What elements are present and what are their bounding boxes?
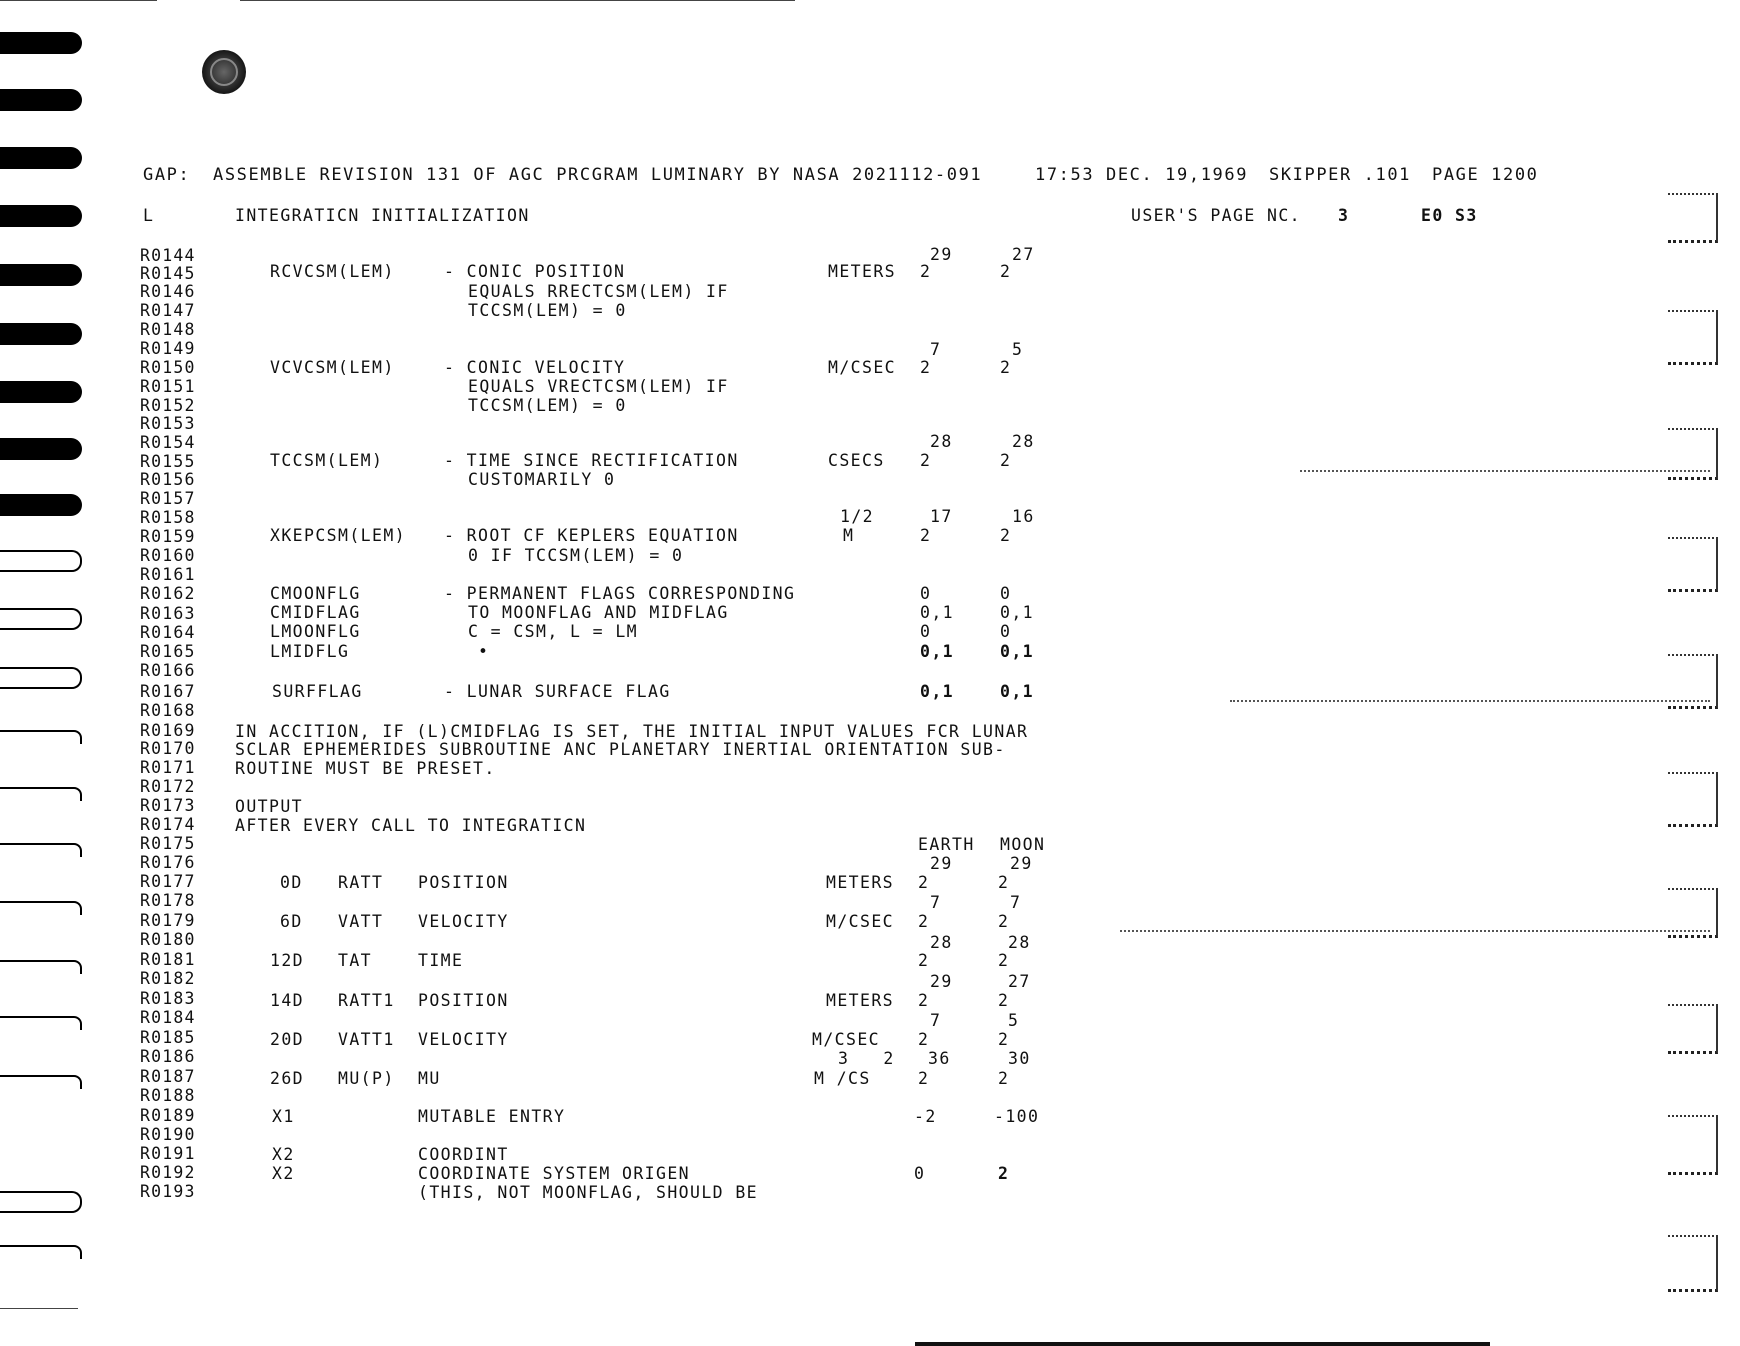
scan-artifact-icon: [1668, 1115, 1718, 1175]
moon-scale-base: 2: [998, 951, 1010, 970]
sprocket-hole: [0, 901, 82, 915]
sprocket-hole: [0, 264, 82, 286]
earth-scale-base: 2: [918, 873, 930, 892]
sprocket-hole: [0, 494, 82, 516]
output-description: POSITION: [418, 991, 509, 1010]
sprocket-hole: [0, 32, 82, 54]
flag-name: LMIDFLG: [270, 642, 350, 661]
output-offset: 0D: [280, 873, 303, 892]
entry-earth-value: -2: [914, 1107, 937, 1126]
line-number: R0165: [140, 642, 196, 661]
scan-edge-line: [0, 1308, 78, 1309]
column-header-moon: MOON: [1000, 835, 1046, 854]
section-title: INTEGRATICN INITIALIZATION: [235, 206, 530, 225]
output-description: POSITION: [418, 873, 509, 892]
sprocket-hole: [0, 608, 82, 630]
output-description: VELOCITY: [418, 912, 509, 931]
flag-description: - LUNAR SURFACE FLAG: [444, 682, 671, 701]
line-number: R0192: [140, 1163, 196, 1182]
output-units-exponent: 3 2: [838, 1049, 895, 1068]
line-number: R0144: [140, 246, 196, 265]
variable-units: M/CSEC: [828, 358, 897, 377]
scan-artifact-icon: [1668, 310, 1718, 365]
exponent: 16: [1012, 507, 1035, 526]
line-number: R0186: [140, 1047, 196, 1066]
scan-artifact-icon: [1668, 1235, 1718, 1292]
output-units: M /CS: [814, 1069, 871, 1088]
output-offset: 12D: [270, 951, 305, 970]
flag-name: CMIDFLAG: [270, 603, 361, 622]
earth-scale-base: 2: [920, 262, 932, 281]
output-units: METERS: [826, 873, 895, 892]
output-symbol: MU(P): [338, 1069, 395, 1088]
sprocket-hole: [0, 323, 82, 345]
sprocket-hole: [0, 550, 82, 572]
sprocket-hole: [0, 1075, 82, 1089]
line-number: R0188: [140, 1086, 196, 1105]
output-units: M/CSEC: [812, 1030, 881, 1049]
variable-name: VCVCSM(LEM): [270, 358, 395, 377]
entry-name: X2: [272, 1145, 295, 1164]
sprocket-hole: [0, 1016, 82, 1030]
variable-description: TCCSM(LEM) = 0: [468, 396, 627, 415]
line-number: R0170: [140, 739, 196, 758]
line-number: R0178: [140, 891, 196, 910]
moon-scale-base: 2: [1000, 262, 1012, 281]
exponent: 29: [930, 245, 953, 264]
scan-noise: [1120, 930, 1710, 934]
output-units: M/CSEC: [826, 912, 895, 931]
moon-scale-base: 2: [998, 912, 1010, 931]
line-number: R0148: [140, 320, 196, 339]
flag-moon-value: 0,1: [1000, 642, 1035, 661]
earth-scale-base: 2: [918, 951, 930, 970]
line-number: R0183: [140, 989, 196, 1008]
user-page-label: USER'S PAGE NC.: [1131, 206, 1302, 225]
earth-scale-base: 2: [920, 451, 932, 470]
earth-scale-base: 2: [918, 1030, 930, 1049]
scan-artifact-icon: [1668, 193, 1718, 243]
moon-scale-base: 2: [1000, 358, 1012, 377]
line-number: R0151: [140, 377, 196, 396]
exponent: 5: [1012, 340, 1024, 359]
header-skipper: SKIPPER .101: [1269, 165, 1412, 185]
output-heading: OUTPUT: [235, 797, 304, 816]
scan-artifact-icon: [1668, 1004, 1718, 1054]
exponent: 29: [930, 854, 953, 873]
exponent: 17: [930, 507, 953, 526]
exponent: 5: [1008, 1011, 1020, 1030]
note-line: SCLAR EPHEMERIDES SUBROUTINE ANC PLANETARY INERTIAL ORIENTATION SUB-: [235, 740, 1006, 759]
note-line: IN ACCITION, IF (L)CMIDFLAG IS SET, THE INITIAL INPUT VALUES FCR LUNAR: [235, 722, 1029, 741]
output-offset: 26D: [270, 1069, 305, 1088]
sprocket-hole: [0, 667, 82, 689]
scan-edge-line: [0, 0, 157, 1]
line-number: R0158: [140, 508, 196, 527]
flag-name: SURFFLAG: [272, 682, 363, 701]
column-marker: L: [143, 206, 155, 225]
variable-units: M: [843, 526, 855, 545]
moon-scale-base: 2: [1000, 451, 1012, 470]
line-number: R0163: [140, 604, 196, 623]
line-number: R0149: [140, 339, 196, 358]
output-symbol: RATT1: [338, 991, 395, 1010]
exponent: 28: [1012, 432, 1035, 451]
line-number: R0164: [140, 623, 196, 642]
line-number: R0152: [140, 396, 196, 415]
output-subheading: AFTER EVERY CALL TO INTEGRATICN: [235, 816, 587, 835]
exponent: 27: [1012, 245, 1035, 264]
line-number: R0166: [140, 661, 196, 680]
sprocket-hole: [0, 438, 82, 460]
sprocket-hole: [0, 960, 82, 974]
variable-description: - ROOT CF KEPLERS EQUATION: [444, 526, 739, 545]
flag-moon-value: 0: [1000, 584, 1012, 603]
entry-name: X1: [272, 1107, 295, 1126]
moon-scale-base: 2: [998, 991, 1010, 1010]
moon-scale-base: 2: [1000, 526, 1012, 545]
variable-units: METERS: [828, 262, 897, 281]
exponent: 29: [1010, 854, 1033, 873]
line-number: R0172: [140, 777, 196, 796]
line-number: R0185: [140, 1028, 196, 1047]
output-symbol: VATT1: [338, 1030, 395, 1049]
user-page-number: 3: [1338, 206, 1350, 225]
flag-earth-value: 0: [920, 622, 932, 641]
sprocket-hole: [0, 1191, 82, 1213]
exponent: 7: [930, 893, 942, 912]
line-number: R0173: [140, 796, 196, 815]
earth-scale-base: 2: [920, 526, 932, 545]
round-seal-icon: [202, 50, 246, 94]
sprocket-hole: [0, 730, 82, 744]
entry-description: MUTABLE ENTRY: [418, 1107, 566, 1126]
line-number: R0181: [140, 950, 196, 969]
sprocket-hole: [0, 147, 82, 169]
line-number: R0162: [140, 584, 196, 603]
line-number: R0190: [140, 1125, 196, 1144]
line-number: R0179: [140, 911, 196, 930]
header-gap-label: GAP:: [143, 165, 191, 185]
exponent: 36: [928, 1049, 951, 1068]
output-description: TIME: [418, 951, 464, 970]
note-line: ROUTINE MUST BE PRESET.: [235, 759, 496, 778]
output-symbol: VATT: [338, 912, 384, 931]
line-number: R0145: [140, 264, 196, 283]
earth-scale-base: 2: [918, 912, 930, 931]
flag-description: - PERMANENT FLAGS CORRESPONDING: [444, 584, 796, 603]
scan-artifact-icon: [1668, 537, 1718, 592]
moon-scale-base: 2: [998, 1030, 1010, 1049]
edition-label: E0 S3: [1421, 206, 1478, 225]
exponent: 29: [930, 972, 953, 991]
line-number: R0189: [140, 1106, 196, 1125]
entry-description: COORDINT: [418, 1145, 509, 1164]
line-number: R0155: [140, 452, 196, 471]
line-number: R0193: [140, 1182, 196, 1201]
line-number: R0180: [140, 930, 196, 949]
flag-earth-value: 0,1: [920, 642, 955, 661]
earth-scale-base: 2: [918, 991, 930, 1010]
variable-units: CSECS: [828, 451, 885, 470]
output-symbol: TAT: [338, 951, 373, 970]
variable-name: TCCSM(LEM): [270, 451, 384, 470]
exponent: 28: [1008, 933, 1031, 952]
moon-scale-base: 2: [998, 873, 1010, 892]
line-number: R0153: [140, 414, 196, 433]
line-number: R0160: [140, 546, 196, 565]
output-offset: 14D: [270, 991, 305, 1010]
flag-earth-value: 0,1: [920, 682, 955, 701]
sprocket-hole: [0, 843, 82, 857]
exponent: 7: [930, 340, 942, 359]
sprocket-hole: [0, 381, 82, 403]
line-number: R0177: [140, 872, 196, 891]
scan-edge-bar: [915, 1342, 1490, 1346]
line-number: R0161: [140, 565, 196, 584]
variable-name: RCVCSM(LEM): [270, 262, 395, 281]
continuation-line: (THIS, NOT MOONFLAG, SHOULD BE: [418, 1183, 759, 1202]
header-page: PAGE 1200: [1432, 165, 1539, 185]
line-number: R0167: [140, 682, 196, 701]
entry-moon-value: 2: [998, 1164, 1010, 1183]
column-header-earth: EARTH: [918, 835, 975, 854]
flag-moon-value: 0,1: [1000, 603, 1035, 622]
line-number: R0175: [140, 834, 196, 853]
output-description: VELOCITY: [418, 1030, 509, 1049]
flag-description: •: [478, 642, 490, 661]
scan-edge-line: [240, 0, 795, 1]
flag-description: TO MOONFLAG AND MIDFLAG: [468, 603, 729, 622]
scan-noise: [1230, 700, 1710, 704]
variable-description: - CONIC VELOCITY: [444, 358, 626, 377]
variable-description: EQUALS VRECTCSM(LEM) IF: [468, 377, 729, 396]
exponent: 7: [930, 1011, 942, 1030]
line-number: R0184: [140, 1008, 196, 1027]
sprocket-hole: [0, 205, 82, 227]
variable-description: CUSTOMARILY 0: [468, 470, 616, 489]
scan-artifact-icon: [1668, 772, 1718, 827]
line-number: R0191: [140, 1144, 196, 1163]
variable-description: - TIME SINCE RECTIFICATION: [444, 451, 739, 470]
line-number: R0182: [140, 969, 196, 988]
flag-earth-value: 0: [920, 584, 932, 603]
entry-name: X2: [272, 1164, 295, 1183]
line-number: R0187: [140, 1067, 196, 1086]
variable-description: EQUALS RRECTCSM(LEM) IF: [468, 282, 729, 301]
earth-scale-base: 2: [918, 1069, 930, 1088]
entry-moon-value: -100: [994, 1107, 1040, 1126]
flag-name: CMOONFLG: [270, 584, 361, 603]
flag-moon-value: 0,1: [1000, 682, 1035, 701]
sprocket-hole: [0, 787, 82, 801]
line-number: R0176: [140, 853, 196, 872]
variable-units-exponent: 1/2: [840, 507, 875, 526]
header-timestamp: 17:53 DEC. 19,1969: [1035, 165, 1249, 185]
output-symbol: RATT: [338, 873, 384, 892]
header-title: ASSEMBLE REVISION 131 OF AGC PRCGRAM LUMINARY BY NASA 2021112-091: [213, 165, 983, 185]
flag-description: C = CSM, L = LM: [468, 622, 639, 641]
flag-earth-value: 0,1: [920, 603, 955, 622]
line-number: R0147: [140, 301, 196, 320]
variable-description: 0 IF TCCSM(LEM) = 0: [468, 546, 684, 565]
flag-name: LMOONFLG: [270, 622, 361, 641]
variable-description: - CONIC POSITION: [444, 262, 626, 281]
line-number: R0168: [140, 701, 196, 720]
output-offset: 20D: [270, 1030, 305, 1049]
line-number: R0157: [140, 489, 196, 508]
sprocket-hole: [0, 1245, 82, 1259]
exponent: 30: [1008, 1049, 1031, 1068]
scan-noise: [1300, 470, 1710, 474]
output-description: MU: [418, 1069, 441, 1088]
moon-scale-base: 2: [998, 1069, 1010, 1088]
exponent: 28: [930, 432, 953, 451]
sprocket-hole: [0, 89, 82, 111]
line-number: R0150: [140, 358, 196, 377]
line-number: R0169: [140, 721, 196, 740]
exponent: 27: [1008, 972, 1031, 991]
exponent: 7: [1010, 893, 1022, 912]
exponent: 28: [930, 933, 953, 952]
entry-earth-value: 0: [914, 1164, 926, 1183]
variable-name: XKEPCSM(LEM): [270, 526, 407, 545]
line-number: R0174: [140, 815, 196, 834]
line-number: R0156: [140, 470, 196, 489]
flag-moon-value: 0: [1000, 622, 1012, 641]
line-number: R0146: [140, 282, 196, 301]
line-number: R0171: [140, 758, 196, 777]
line-number: R0154: [140, 433, 196, 452]
earth-scale-base: 2: [920, 358, 932, 377]
variable-description: TCCSM(LEM) = 0: [468, 301, 627, 320]
entry-description: COORDINATE SYSTEM ORIGEN: [418, 1164, 691, 1183]
line-number: R0159: [140, 527, 196, 546]
output-units: METERS: [826, 991, 895, 1010]
output-offset: 6D: [280, 912, 303, 931]
